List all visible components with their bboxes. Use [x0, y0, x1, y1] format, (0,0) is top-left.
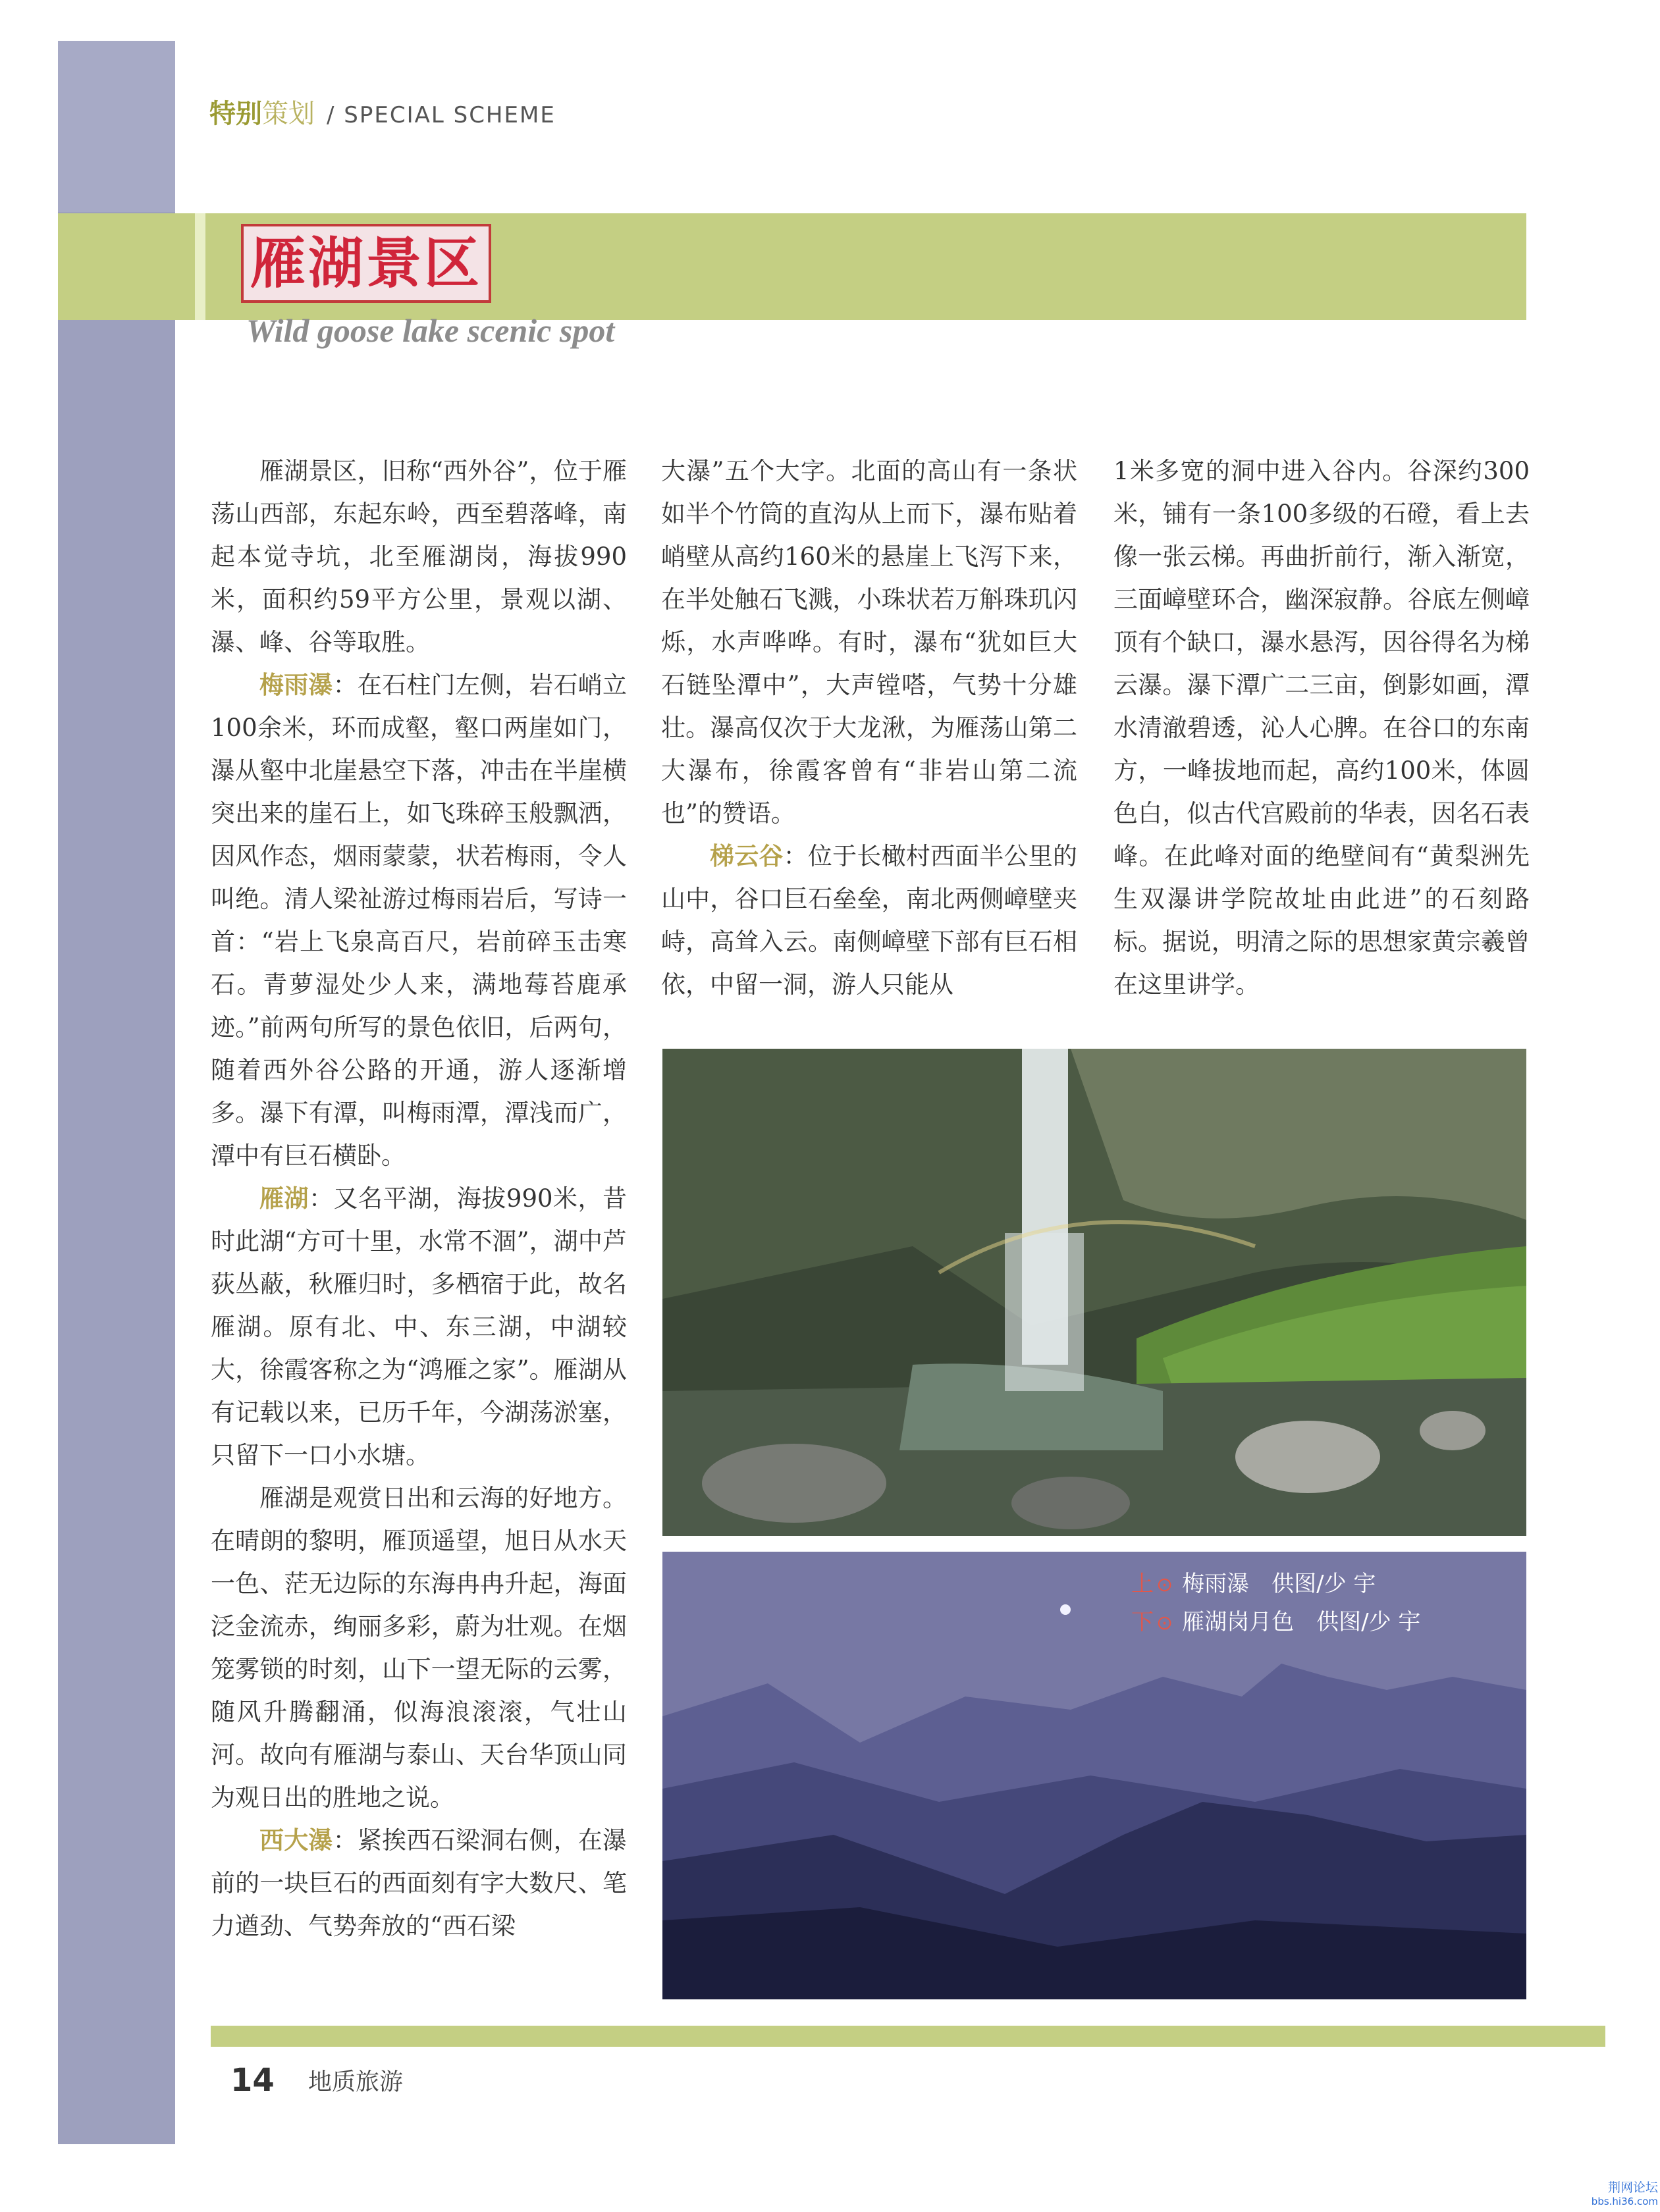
section-label-en: / SPECIAL SCHEME: [327, 102, 556, 128]
paragraph-body: ：在石柱门左侧，岩石峭立100余米，环而成壑，壑口两崖如门，瀑从壑中北崖悬空下落，冲击在半崖横突出来的崖石上，如飞珠碎玉般飘洒，因风作态，烟雨蒙蒙，状若梅雨，令人叫绝。清人梁祉游过梅雨岩后，写诗一首：“岩上飞泉高百尺，岩前碎玉击寒石。青萝湿处少人来，满地莓苔鹿承迹。”前两句所写的景色依旧，后两句，随着西外谷公路的开通，游人逐渐增多。瀑下有潭，叫梅雨潭，潭浅而广，潭中有巨石横卧。: [211, 671, 628, 1170]
paragraph-intro: 雁湖景区，旧称“西外谷”，位于雁荡山西部，东起东岭，西至碧落峰，南起本觉寺坑，北至雁湖岗，海拔990米，面积约59平方公里，景观以湖、瀑、峰、谷等取胜。: [211, 457, 627, 656]
paragraph-west-waterfall: [211, 1819, 627, 1947]
paragraph-continued: 1米多宽的洞中进入谷内。谷深约300米，铺有一条100多级的石磴，看上去像一张云梯。再曲折前行，渐入渐宽，三面嶂壁环合，幽深寂静。谷底左侧嶂顶有个缺口，瀑水悬泻，因谷得名为梯云瀑。瀑下潭广二三亩，倒影如画，潭水清澈碧透，沁人心脾。在谷口的东南方，一峰拔地而起，高约100米，体圆色白，似古代宫殿前的华表，因名石表峰。在此峰对面的绝壁间有“黄梨洲先生双瀑讲学院故址由此进”的石刻路标。据说，明清之际的思想家黄宗羲曾在这里讲学。: [1113, 457, 1530, 999]
page-number: 14: [230, 2062, 275, 2099]
target-icon: ⊙: [1156, 1612, 1173, 1635]
target-icon: ⊙: [1156, 1573, 1173, 1596]
caption-text: 雁湖岗月色 供图/少 宇: [1182, 1609, 1421, 1635]
section-header: [209, 91, 556, 137]
paragraph-sunrise: 雁湖是观赏日出和云海的好地方。在晴朗的黎明，雁顶遥望，旭日从水天一色、茫无边际的东海冉冉升起，海面泛金流赤，绚丽多彩，蔚为壮观。在烟笼雾锁的时刻，山下一望无际的云雾，随风升腾翻涌，似海浪滚滚，气壮山河。故向有雁湖与泰山、天台华顶山同为观日出的胜地之说。: [211, 1484, 627, 1812]
watermark-line-2: bbs.hi36.com: [1591, 2196, 1658, 2207]
caption-bottom: [1131, 1604, 1520, 1642]
paragraph-meiyu-waterfall: [211, 664, 627, 1177]
section-label-bold: 特别: [209, 99, 262, 129]
caption-position: 上: [1131, 1571, 1154, 1597]
keyword-west-waterfall: 西大瀑: [259, 1826, 333, 1855]
keyword-yanhu: 雁湖: [259, 1184, 309, 1213]
text-column-3: [1113, 450, 1530, 1006]
magazine-name: 地质旅游: [308, 2068, 404, 2095]
article-title: 雁湖景区: [250, 230, 482, 296]
side-color-bar: [58, 41, 175, 2144]
side-color-bar-top: [58, 41, 175, 212]
paragraph-continued: 大瀑”五个大字。北面的高山有一条状如半个竹筒的直沟从上而下，瀑布贴着峭壁从高约160米的悬崖上飞泻下来，在半处触石飞溅，小珠状若万斛珠玑闪烁，水声哗哗。有时，瀑布“犹如巨大石链坠潭中”，大声镗嗒，气势十分雄壮。瀑高仅次于大龙湫，为雁荡山第二大瀑布，徐霞客曾有“非岩山第二流也”的赞语。: [661, 457, 1077, 828]
text-column-2: [661, 450, 1077, 1006]
section-label: 策划: [262, 99, 315, 129]
paragraph-body: ：紧挨西石梁洞右侧，在瀑前的一块巨石的西面刻有字大数尺、笔力遒劲、气势奔放的“西石梁: [211, 1826, 628, 1940]
paragraph-yanhu: [211, 1177, 627, 1477]
paragraph-tiyun-valley: [661, 835, 1077, 1006]
paragraph-body: ：又名平湖，海拔990米，昔时此湖“方可十里，水常不涸”，湖中芦荻丛蔽，秋雁归时，多栖宿于此，故名雁湖。原有北、中、东三湖，中湖较大，徐霞客称之为“鸿雁之家”。雁湖从有记载以来，已历千年，今湖荡淤塞，只留下一口小水塘。: [211, 1184, 627, 1469]
title-band-stripe: [195, 213, 205, 320]
article-subtitle-en: Wild goose lake scenic spot: [246, 312, 615, 349]
footer-band: [211, 2026, 1605, 2047]
keyword-meiyu-waterfall: 梅雨瀑: [259, 671, 333, 699]
caption-position: 下: [1131, 1609, 1154, 1635]
caption-top: [1131, 1566, 1520, 1604]
caption-text: 梅雨瀑 供图/少 宇: [1182, 1571, 1376, 1597]
photo-captions: [1131, 1566, 1520, 1642]
paragraph-body: ：位于长橄村西面半公里的山中，谷口巨石垒垒，南北两侧嶂壁夹峙，高耸入云。南侧嶂壁下部有巨石相依，中留一洞，游人只能从: [661, 842, 1078, 999]
watermark-line-1: 荆网论坛: [1607, 2180, 1658, 2195]
keyword-tiyun-valley: 梯云谷: [710, 842, 784, 870]
photo-meiyu-waterfall: [662, 1049, 1526, 1536]
watermark: [1566, 2180, 1658, 2208]
text-column-1: [211, 450, 627, 1947]
